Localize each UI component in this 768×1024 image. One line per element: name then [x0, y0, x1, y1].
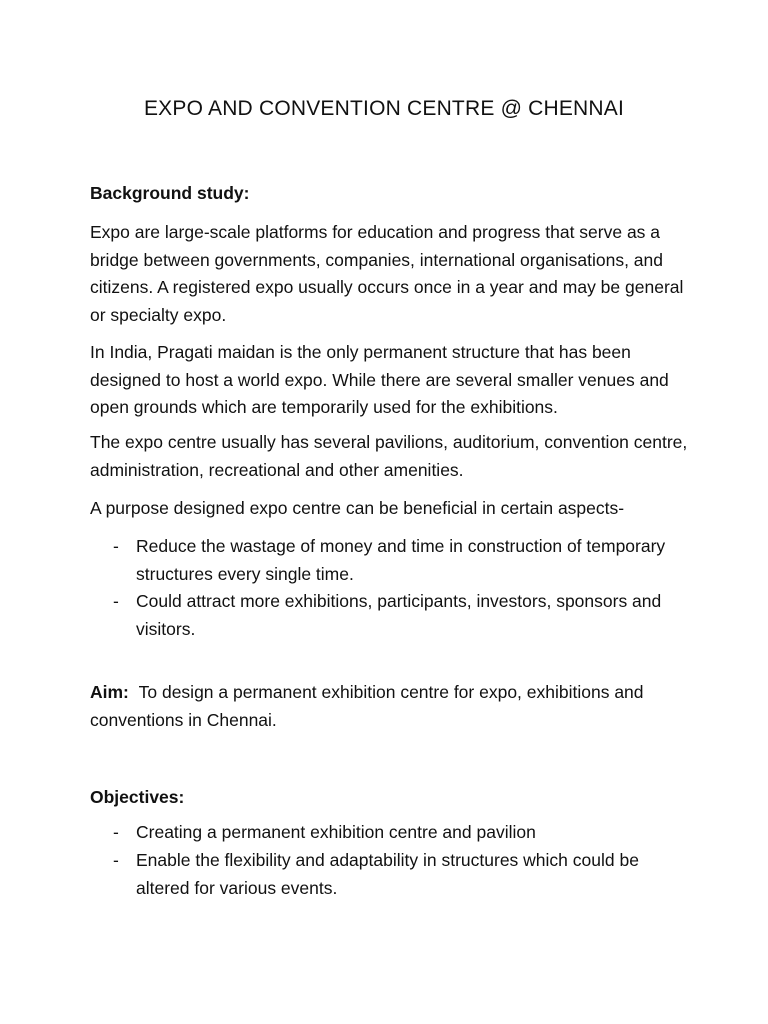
- background-paragraph-1: Expo are large-scale platforms for education and progress that serve as a bridge between governments, companies, international organisations, and citizens. A registered expo usually occurs once in a year and may be general or specialty expo.: [90, 222, 684, 325]
- bullet-marker: -: [113, 536, 119, 556]
- bullet-marker: -: [113, 850, 119, 870]
- objectives-heading: Objectives:: [90, 787, 185, 807]
- background-bullet-1: [113, 533, 693, 588]
- background-paragraph-2: In India, Pragati maidan is the only permanent structure that has been designed to host a world expo. While there are several smaller venues and open grounds which are temporarily used for the exhibitions.: [90, 342, 669, 417]
- background-study-heading: Background study:: [90, 183, 250, 203]
- objectives-bullet-1: [113, 819, 693, 847]
- bullet-text: Creating a permanent exhibition centre and pavilion: [136, 822, 536, 842]
- bullet-marker: -: [113, 591, 119, 611]
- background-paragraph-4: A purpose designed expo centre can be beneficial in certain aspects-: [90, 498, 625, 518]
- objectives-bullet-2: [113, 847, 693, 902]
- background-bullet-2: [113, 588, 693, 643]
- page-title: EXPO AND CONVENTION CENTRE @ CHENNAI: [143, 97, 625, 120]
- bullet-marker: -: [113, 822, 119, 842]
- bullet-text: Enable the flexibility and adaptability in structures which could be altered for various events.: [136, 850, 639, 898]
- bullet-text: Could attract more exhibitions, participants, investors, sponsors and visitors.: [136, 591, 662, 639]
- aim-section: [90, 679, 690, 734]
- bullet-text: Reduce the wastage of money and time in construction of temporary structures every single time.: [136, 536, 666, 584]
- aim-label: Aim:: [90, 682, 129, 702]
- background-paragraph-3: The expo centre usually has several pavilions, auditorium, convention centre, administration, recreational and other amenities.: [90, 432, 688, 480]
- aim-text: To design a permanent exhibition centre for expo, exhibitions and conventions in Chennai.: [90, 682, 644, 730]
